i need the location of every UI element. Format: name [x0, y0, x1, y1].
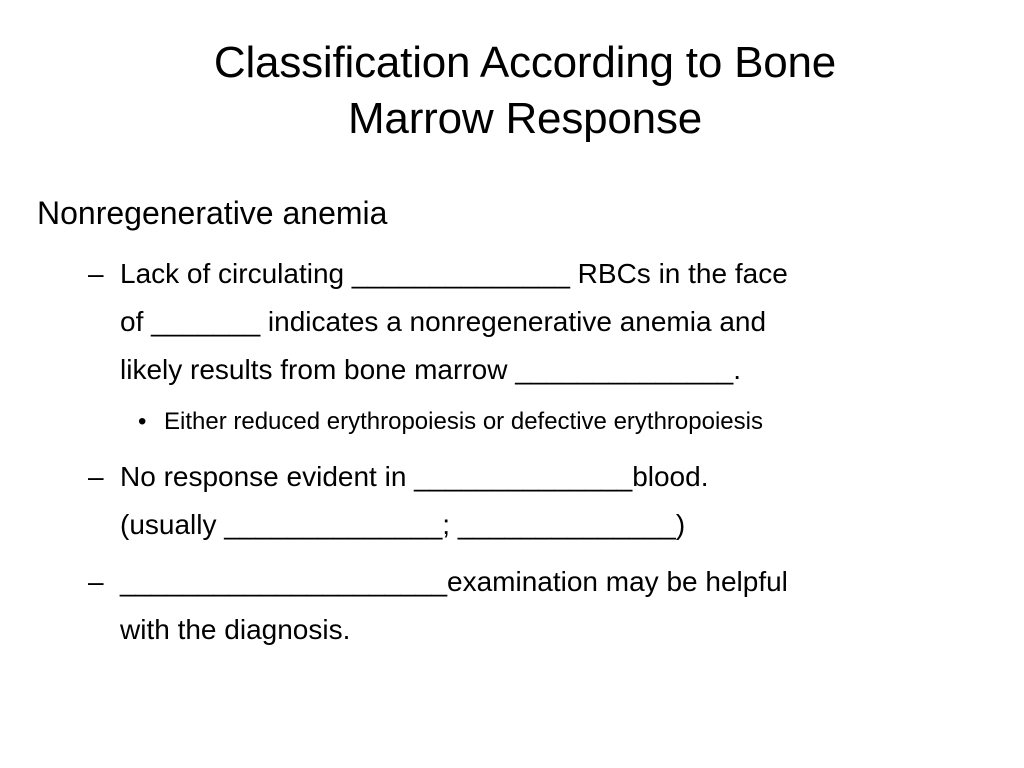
bullet-line: _____________________examination may be helpful [120, 566, 788, 597]
dash-marker: – [88, 258, 104, 289]
bullet-item [88, 453, 1008, 549]
bullet-line: No response evident in ______________blood. [120, 461, 709, 492]
bullet-dot-marker: • [138, 408, 147, 435]
dash-marker: – [88, 461, 104, 492]
dash-marker: – [88, 566, 104, 597]
sub-bullet-item [138, 402, 763, 442]
title-line-2: Marrow Response [347, 94, 703, 143]
bullet-line: Lack of circulating ______________ RBCs in the face [120, 258, 788, 289]
bullet-line: (usually ______________; ______________) [120, 509, 686, 540]
sub-bullet-text: Either reduced erythropoiesis or defective erythropoiesis [164, 408, 763, 435]
slide-title [100, 35, 950, 147]
bullet-line: with the diagnosis. [120, 614, 351, 645]
section-heading: Nonregenerative anemia [37, 195, 388, 231]
bullet-line: of _______ indicates a nonregenerative anemia and [120, 306, 767, 337]
bullet-item [88, 250, 1008, 394]
title-line-1: Classification According to Bone [213, 38, 837, 87]
bullet-item [88, 558, 1008, 654]
bullet-line: likely results from bone marrow ______________. [120, 354, 742, 385]
